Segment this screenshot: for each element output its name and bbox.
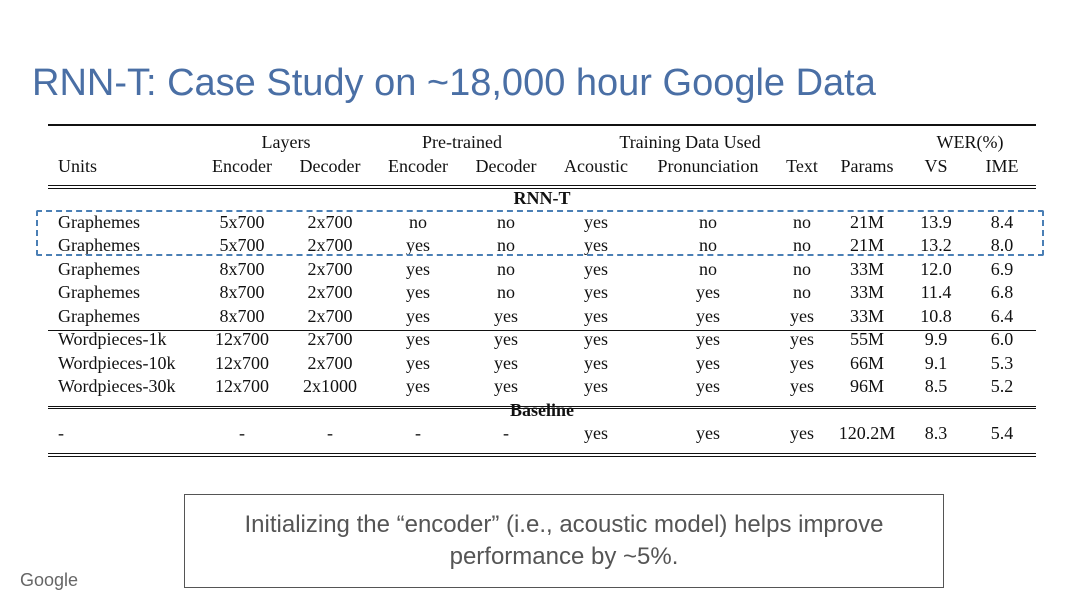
cell-vs: 12.0 (920, 258, 952, 279)
cell-text: yes (790, 305, 814, 326)
table-header (48, 131, 1036, 178)
cell-ime: 8.4 (990, 211, 1014, 232)
col-acoustic: Acoustic (564, 155, 628, 176)
col-ime: IME (985, 155, 1019, 176)
col-layers-encoder: Encoder (212, 155, 272, 176)
section-label-baseline: Baseline (509, 399, 574, 420)
table-row (48, 281, 1036, 305)
cell-ime: 6.0 (990, 329, 1014, 349)
col-pretrained-decoder: Decoder (475, 155, 537, 176)
col-params: Params (840, 155, 894, 176)
cell-vs: 13.9 (920, 211, 952, 232)
cell-params: 21M (849, 235, 884, 255)
cell-layers-decoder: 2x700 (307, 282, 353, 302)
cell-acoustic: yes (584, 329, 608, 349)
group-wer: WER(%) (936, 132, 1004, 152)
cell-text: yes (790, 376, 814, 396)
cell-params: 120.2M (838, 423, 896, 443)
cell-pretrained-encoder: no (409, 211, 427, 232)
cell-vs: 10.8 (920, 305, 952, 326)
cell-pronunciation: yes (696, 282, 720, 302)
cell-params: 96M (849, 376, 884, 396)
cell-layers-encoder: 12x700 (215, 329, 269, 349)
cell-layers-decoder: 2x700 (307, 329, 353, 349)
cell-pretrained-encoder: yes (406, 376, 430, 396)
cell-params: 33M (849, 282, 884, 302)
cell-pretrained-encoder: yes (406, 258, 430, 279)
cell-layers-decoder: 2x1000 (303, 376, 357, 396)
cell-acoustic: yes (584, 211, 608, 232)
cell-layers-encoder: 5x700 (219, 211, 265, 232)
cell-layers-encoder: 12x700 (215, 352, 269, 373)
col-pronunciation: Pronunciation (657, 155, 759, 176)
cell-layers-encoder: 5x700 (219, 235, 265, 255)
cell-pretrained-decoder: no (497, 211, 515, 232)
cell-pronunciation: yes (696, 352, 720, 373)
cell-pretrained-decoder: - (503, 423, 509, 443)
cell-text: no (793, 258, 811, 279)
cell-ime: 6.4 (990, 305, 1014, 326)
cell-params: 66M (849, 352, 884, 373)
cell-ime: 6.8 (990, 282, 1014, 302)
cell-pronunciation: yes (696, 423, 720, 443)
cell-layers-decoder: 2x700 (307, 211, 353, 232)
cell-layers-encoder: 8x700 (219, 305, 265, 326)
cell-vs: 9.9 (924, 329, 948, 349)
cell-vs: 8.3 (924, 423, 948, 443)
cell-acoustic: yes (584, 282, 608, 302)
cell-units: Wordpieces-1k (58, 329, 167, 349)
table-row (48, 352, 1036, 376)
cell-params: 21M (849, 211, 884, 232)
cell-vs: 9.1 (924, 352, 948, 373)
table-row (48, 328, 1036, 352)
cell-text: no (793, 282, 811, 302)
top-rule (48, 124, 1036, 126)
col-vs: VS (924, 155, 948, 176)
cell-pronunciation: no (699, 235, 717, 255)
group-training-data: Training Data Used (619, 132, 761, 152)
highlight-box (36, 210, 1044, 256)
section-label-rnnt: RNN-T (513, 188, 571, 208)
cell-vs: 13.2 (920, 235, 952, 255)
cell-pretrained-decoder: yes (494, 305, 518, 326)
callout-box (184, 494, 944, 588)
cell-units: Graphemes (58, 282, 140, 302)
cell-acoustic: yes (584, 352, 608, 373)
table-row (48, 258, 1036, 282)
cell-pronunciation: no (699, 211, 717, 232)
cell-units: Graphemes (58, 305, 140, 326)
cell-params: 33M (849, 258, 884, 279)
cell-vs: 11.4 (920, 282, 952, 302)
cell-ime: 8.0 (990, 235, 1014, 255)
section-row-rnnt (48, 187, 1036, 211)
cell-ime: 5.2 (990, 376, 1014, 396)
cell-ime: 5.4 (990, 423, 1014, 443)
google-logo: Google (20, 570, 79, 590)
cell-pretrained-encoder: yes (406, 282, 430, 302)
cell-units: Graphemes (58, 235, 140, 255)
table-row (48, 375, 1036, 399)
cell-layers-encoder: 12x700 (215, 376, 269, 396)
cell-units: Graphemes (58, 258, 140, 279)
cell-layers-encoder: - (239, 423, 245, 443)
cell-acoustic: yes (584, 235, 608, 255)
cell-layers-decoder: 2x700 (307, 352, 353, 373)
table-row (48, 305, 1036, 329)
cell-acoustic: yes (584, 423, 608, 443)
cell-pretrained-encoder: - (415, 423, 421, 443)
cell-vs: 8.5 (924, 376, 948, 396)
cell-pronunciation: yes (696, 329, 720, 349)
group-layers: Layers (261, 132, 311, 152)
cell-layers-decoder: 2x700 (307, 305, 353, 326)
cell-layers-decoder: - (327, 423, 333, 443)
cell-pretrained-encoder: yes (406, 235, 430, 255)
cell-text: yes (790, 329, 814, 349)
cell-ime: 5.3 (990, 352, 1014, 373)
cell-pronunciation: no (699, 258, 717, 279)
cell-pretrained-decoder: yes (494, 329, 518, 349)
cell-pretrained-decoder: no (497, 235, 515, 255)
cell-pretrained-decoder: yes (494, 376, 518, 396)
col-text: Text (786, 155, 818, 176)
cell-layers-decoder: 2x700 (307, 235, 353, 255)
col-layers-decoder: Decoder (299, 155, 361, 176)
cell-pretrained-decoder: no (497, 258, 515, 279)
group-pretrained: Pre-trained (422, 132, 502, 152)
cell-acoustic: yes (584, 376, 608, 396)
bottom-rule-2 (48, 456, 1036, 457)
cell-ime: 6.9 (990, 258, 1014, 279)
col-units: Units (58, 155, 98, 176)
cell-pretrained-encoder: yes (406, 329, 430, 349)
col-pretrained-encoder: Encoder (388, 155, 448, 176)
cell-acoustic: yes (584, 258, 608, 279)
cell-layers-encoder: 8x700 (219, 282, 265, 302)
slide-title: RNN-T: Case Study on ~18,000 hour Google Data (32, 62, 876, 104)
cell-layers-decoder: 2x700 (307, 258, 353, 279)
cell-pronunciation: yes (696, 305, 720, 326)
cell-units: - (58, 423, 64, 443)
cell-pretrained-encoder: yes (406, 352, 430, 373)
cell-units: Wordpieces-30k (58, 376, 176, 396)
cell-params: 33M (849, 305, 884, 326)
cell-text: no (793, 235, 811, 255)
cell-layers-encoder: 8x700 (219, 258, 265, 279)
header-rule (48, 185, 1036, 186)
cell-text: yes (790, 352, 814, 373)
column-header-row (48, 155, 1036, 179)
group-header-row (48, 131, 1036, 155)
cell-units: Wordpieces-10k (58, 352, 176, 373)
cell-units: Graphemes (58, 211, 140, 232)
cell-pretrained-encoder: yes (406, 305, 430, 326)
bottom-rule (48, 453, 1036, 454)
callout-text: Initializing the “encoder” (i.e., acoustic model) helps improve performance by ~5%. (244, 511, 884, 570)
cell-pretrained-decoder: yes (494, 352, 518, 373)
cell-text: yes (790, 423, 814, 443)
cell-text: no (793, 211, 811, 232)
cell-pretrained-decoder: no (497, 282, 515, 302)
cell-params: 55M (849, 329, 884, 349)
cell-pronunciation: yes (696, 376, 720, 396)
cell-acoustic: yes (584, 305, 608, 326)
section-row-baseline (48, 399, 1036, 423)
baseline-row (48, 422, 1036, 446)
